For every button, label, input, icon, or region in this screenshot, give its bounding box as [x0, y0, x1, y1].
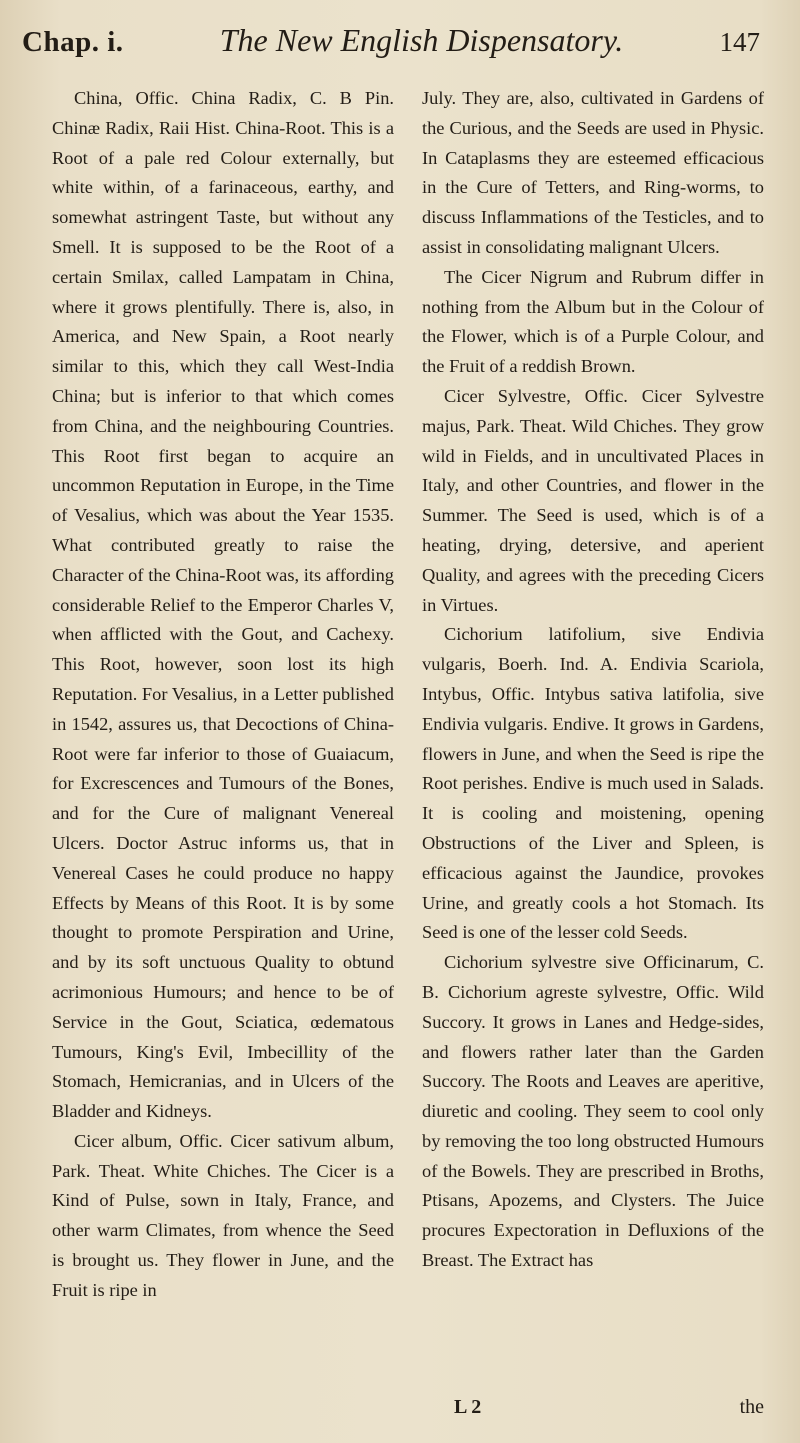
left-column: [52, 84, 394, 1306]
paragraph: Cichorium latifolium, sive Endivia vulgaris, Boerh. Ind. A. Endivia Scariola, Intybus, Offic. Intybus sativa latifolia, sive Endivia vulgaris. Endive. It grows in Gardens, flowers in June, and when the Seed is ripe the Root perishes. Endive is much used in Salads. It is cooling and moistening, opening Obstructions of the Liver and Spleen, is efficacious against the Jaundice, provokes Urine, and greatly cools a hot Stomach. Its Seed is one of the lesser cold Seeds.: [422, 624, 764, 943]
paragraph: China, Offic. China Radix, C. B Pin. Chinæ Radix, Raii Hist. China-Root. This is a Root of a pale red Colour externally, but white within, of a farinaceous, earthy, and somewhat astringent Taste, but without any Smell. It is supposed to be the Root of a certain Smilax, called Lampatam in China, where it grows plentifully. There is, also, in America, and New Spain, a Root nearly similar to this, which they call West-India China; but is inferior to that which comes from China, and the neighbouring Countries. This Root first began to acquire an uncommon Reputation in Europe, in the Time of Vesalius, which was about the Year 1535. What contributed greatly to raise the Character of the China-Root was, its affording considerable Relief to the Emperor Charles V, when afflicted with the Gout, and Cachexy. This Root, however, soon lost its high Reputation. For Vesalius, in a Letter published in 1542, assures us, that Decoctions of China-Root were far inferior to those of Guaiacum, for Excrescences and Tumours of the Bones, and for the Cure of malignant Venereal Ulcers. Doctor Astruc informs us, that in Venereal Cases he could produce no happy Effects by Means of this Root. It is by some thought to promote Perspiration and Urine, and by its soft unctuous Quality to obtund acrimonious Humours; and hence to be of Service in the Gout, Sciatica, œdematous Tumours, King's Evil, Imbecillity of the Stomach, Hemicranias, and in Ulcers of the Bladder and Kidneys.: [52, 88, 394, 1122]
paragraph: Cichorium sylvestre sive Officinarum, C. B. Cichorium agreste sylvestre, Offic. Wild Succory. It grows in Lanes and Hedge-sides, and flowers rather later than the Garden Succory. The Roots and Leaves are aperitive, diuretic and cooling. They seem to cool only by removing the too long obstructed Humours of the Bowels. They are prescribed in Broths, Ptisans, Apozems, and Clysters. The Juice procures Expectoration in Defluxions of the Breast. The Extract has: [422, 952, 764, 1271]
page-number: 147: [719, 27, 760, 57]
paragraph: The Cicer Nigrum and Rubrum differ in nothing from the Album but in the Colour of the Flower, which is of a Purple Colour, and the Fruit of a reddish Brown.: [422, 266, 764, 377]
signature-mark: L 2: [454, 1396, 482, 1418]
text-columns: [52, 84, 764, 1306]
paragraph: Cicer album, Offic. Cicer sativum album, Park. Theat. White Chiches. The Cicer is a Kind of Pulse, sown in Italy, France, and other warm Climates, from whence the Seed is brought us. They flower in June, and the Fruit is ripe in: [52, 1130, 394, 1300]
paragraph: July. They are, also, cultivated in Gardens of the Curious, and the Seeds are used in Physic. In Cataplasms they are esteemed efficacious in the Cure of Tetters, and Ring-worms, to discuss Inflammations of the Testicles, and to assist in consolidating malignant Ulcers.: [422, 88, 764, 257]
running-head: [22, 22, 760, 66]
chapter-heading: Chap. i.: [22, 26, 124, 58]
page-footer: [418, 1396, 764, 1419]
book-title: The New English Dispensatory.: [219, 22, 624, 58]
catchword: the: [739, 1396, 764, 1418]
paragraph: Cicer Sylvestre, Offic. Cicer Sylvestre majus, Park. Theat. Wild Chiches. They grow wild in Fields, and in uncultivated Places in Italy, and other Countries, and flower in the Summer. The Seed is used, which is of a heating, drying, detersive, and aperient Quality, and agrees with the preceding Cicers in Virtues.: [422, 385, 764, 615]
right-column: [422, 84, 764, 1306]
